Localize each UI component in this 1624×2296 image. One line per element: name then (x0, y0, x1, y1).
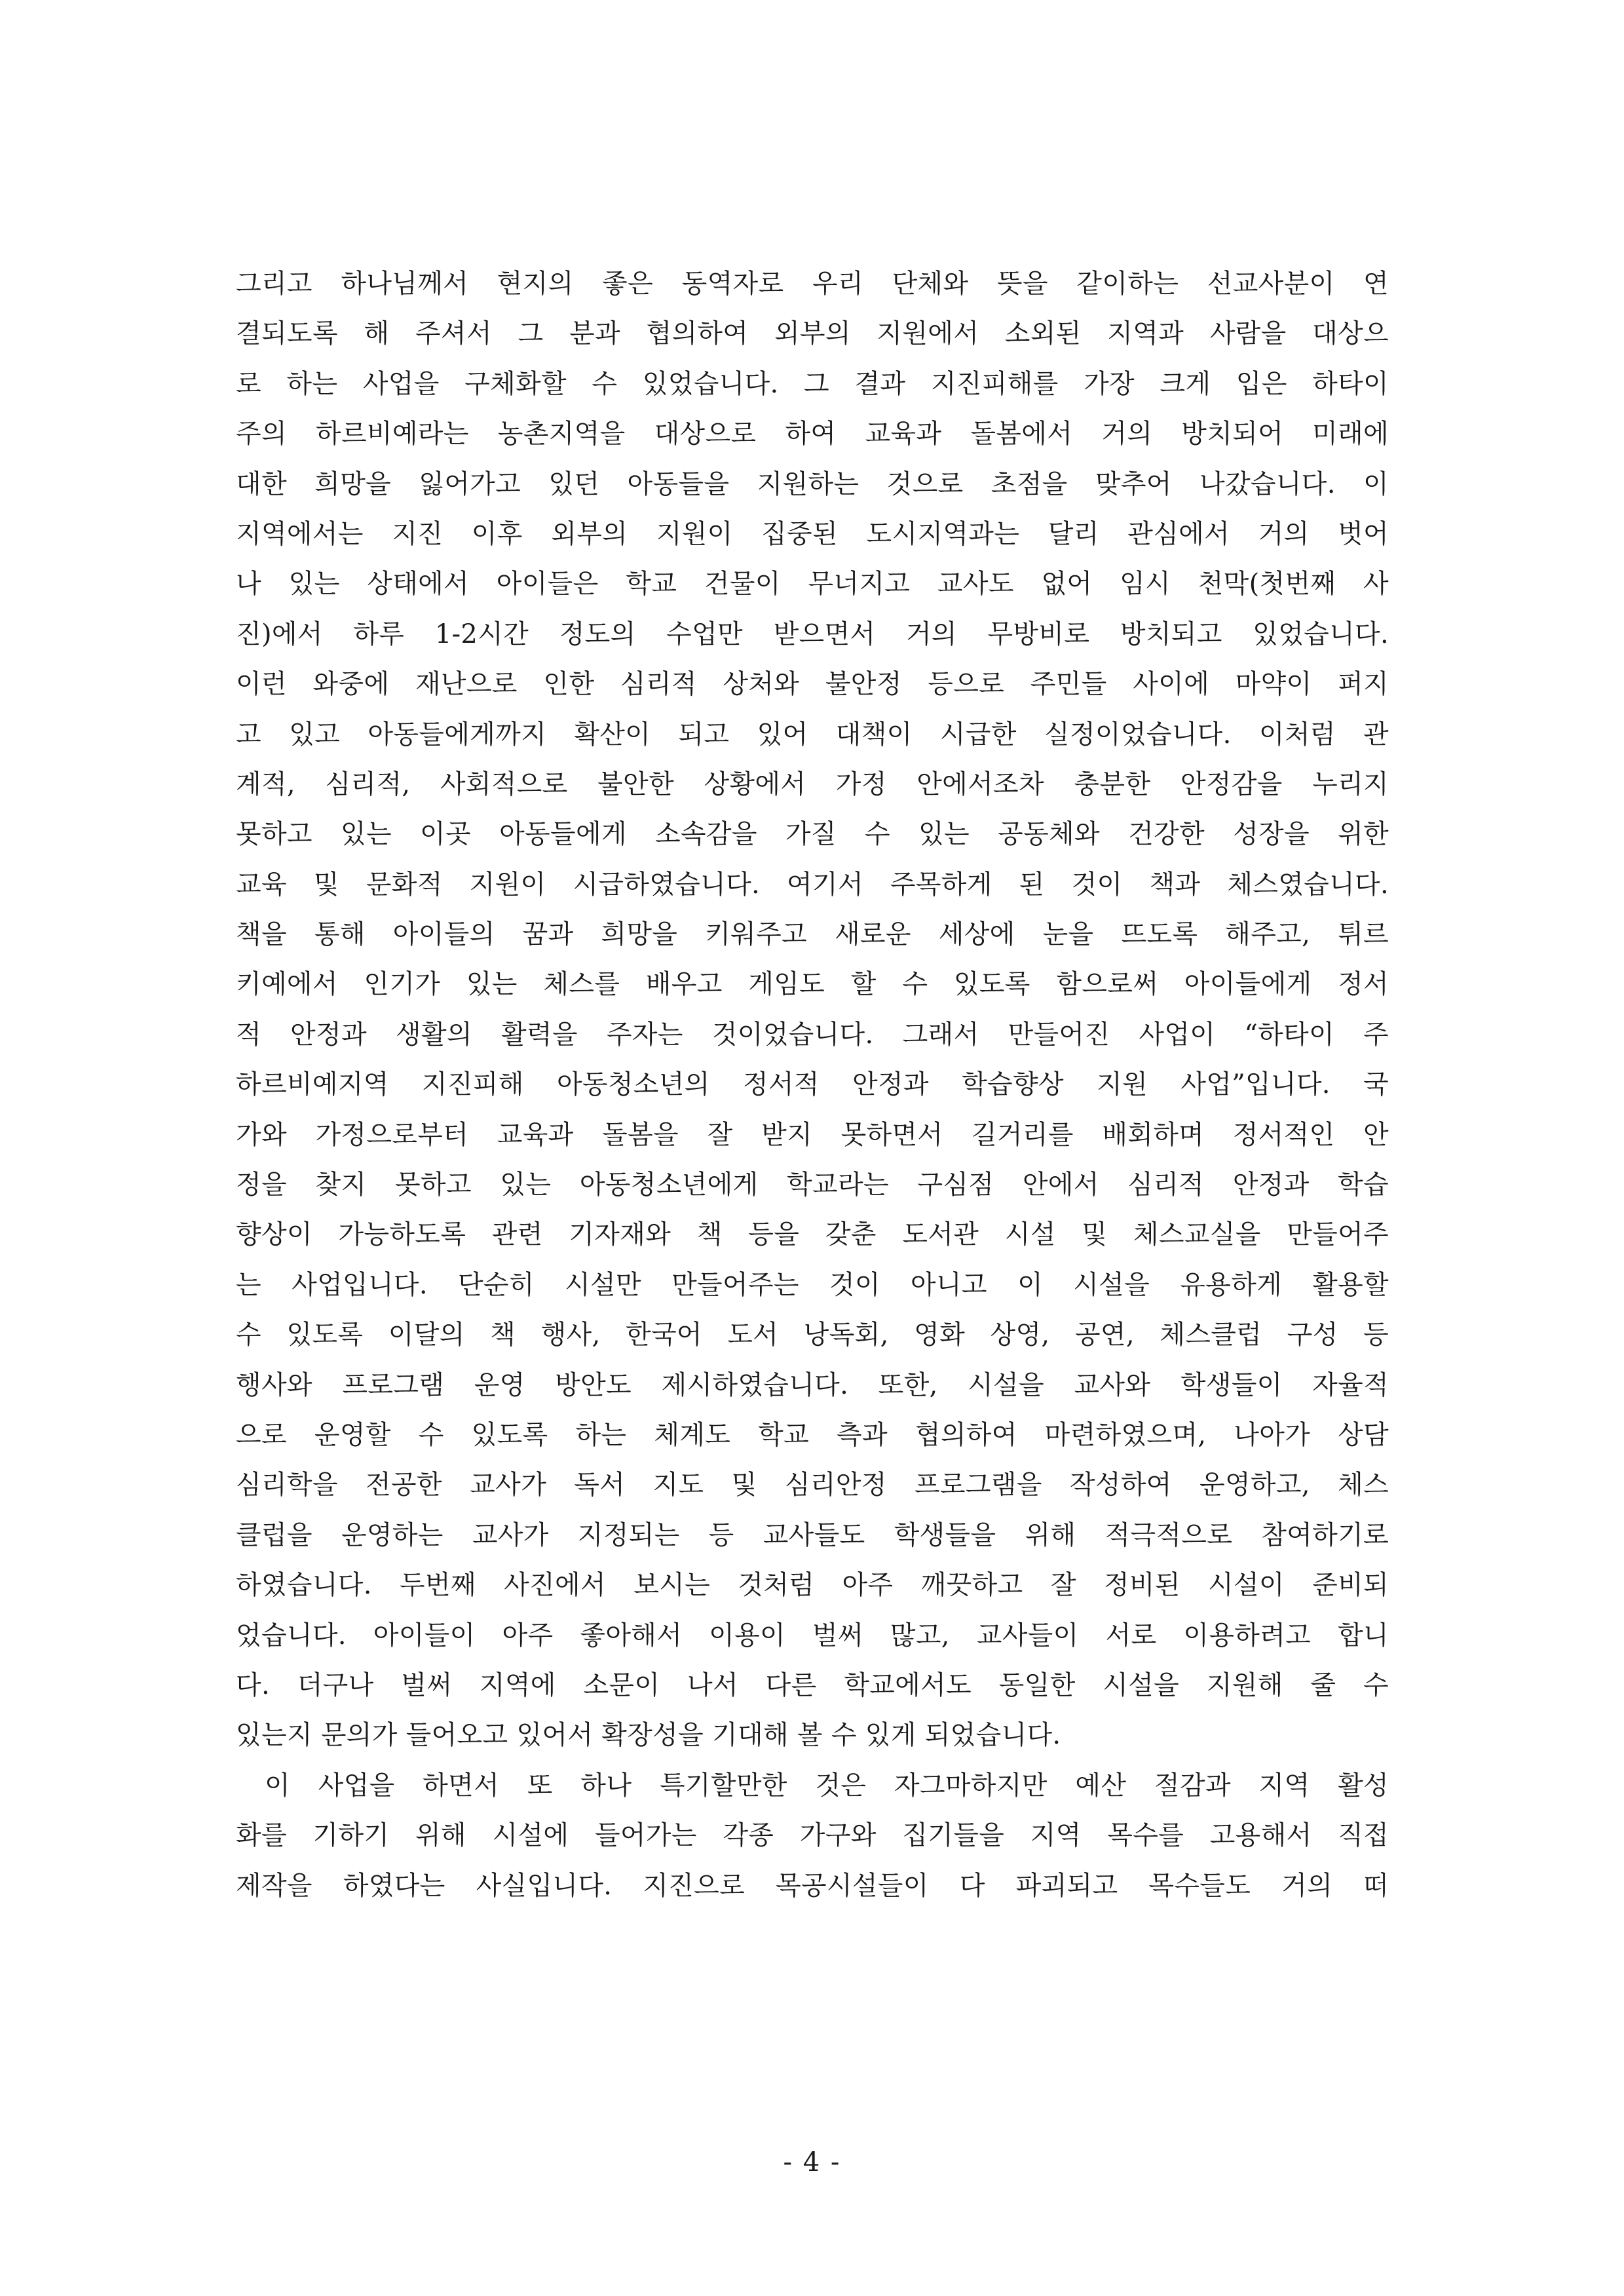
text-line: 었습니다. 아이들이 아주 좋아해서 이용이 벌써 많고, 교사들이 서로 이용하려고 합니 (236, 1620, 1389, 1651)
paragraph-first-line: 이 사업을 하면서 또 하나 특기할만한 것은 자그마하지만 예산 절감과 지역 활성 (265, 1770, 1389, 1801)
text-line: 로 하는 사업을 구체화할 수 있었습니다. 그 결과 지진피해를 가장 크게 입은 하타이 (236, 368, 1389, 399)
text-line: 키예에서 인기가 있는 체스를 배우고 게임도 할 수 있도록 함으로써 아이들에게 정서 (236, 969, 1389, 1000)
text-line: 진)에서 하루 1-2시간 정도의 수업만 받으면서 거의 무방비로 방치되고 있었습니다. (236, 619, 1389, 649)
text-line: 가와 가정으로부터 교육과 돌봄을 잘 받지 못하면서 길거리를 배회하며 정서적인 안 (236, 1119, 1389, 1150)
text-line: 계적, 심리적, 사회적으로 불안한 상황에서 가정 안에서조차 충분한 안정감을 누리지 (236, 769, 1389, 799)
text-line: 고 있고 아동들에게까지 확산이 되고 있어 대책이 시급한 실정이었습니다. 이처럼 관 (236, 719, 1389, 750)
page-number: - 4 - (783, 2147, 841, 2177)
text-line: 으로 운영할 수 있도록 하는 체계도 학교 측과 협의하여 마련하였으며, 나아가 상담 (236, 1419, 1389, 1450)
text-line: 제작을 하였다는 사실입니다. 지진으로 목공시설들이 다 파괴되고 목수들도 거의 떠 (236, 1870, 1389, 1901)
text-line: 나 있는 상태에서 아이들은 학교 건물이 무너지고 교사도 없어 임시 천막(첫번째 사 (236, 569, 1389, 600)
text-line: 정을 찾지 못하고 있는 아동청소년에게 학교라는 구심점 안에서 심리적 안정과 학습 (236, 1170, 1389, 1200)
text-line: 하였습니다. 두번째 사진에서 보시는 것처럼 아주 깨끗하고 잘 정비된 시설이 준비되 (236, 1570, 1389, 1601)
text-line: 주의 하르비예라는 농촌지역을 대상으로 하여 교육과 돌봄에서 거의 방치되어 미래에 (236, 419, 1389, 450)
text-line: 다. 더구나 벌써 지역에 소문이 나서 다른 학교에서도 동일한 시설을 지원해 줄 수 (236, 1670, 1389, 1700)
text-line: 교육 및 문화적 지원이 시급하였습니다. 여기서 주목하게 된 것이 책과 체스였습니다. (236, 869, 1389, 900)
text-line: 클럽을 운영하는 교사가 지정되는 등 교사들도 학생들을 위해 적극적으로 참여하기로 (236, 1520, 1389, 1550)
text-line: 행사와 프로그램 운영 방안도 제시하였습니다. 또한, 시설을 교사와 학생들이 자율적 (236, 1369, 1389, 1400)
text-line: 적 안정과 생활의 활력을 주자는 것이었습니다. 그래서 만들어진 사업이 “하타이 주 (236, 1019, 1389, 1050)
text-line: 지역에서는 지진 이후 외부의 지원이 집중된 도시지역과는 달리 관심에서 거의 벗어 (236, 518, 1389, 549)
text-line: 결되도록 해 주셔서 그 분과 협의하여 외부의 지원에서 소외된 지역과 사람을 대상으 (236, 318, 1389, 349)
text-line: 이런 와중에 재난으로 인한 심리적 상처와 불안정 등으로 주민들 사이에 마약이 퍼지 (236, 669, 1389, 700)
text-line: 수 있도록 이달의 책 행사, 한국어 도서 낭독회, 영화 상영, 공연, 체스클럽 구성 등 (236, 1320, 1389, 1350)
text-line: 향상이 가능하도록 관련 기자재와 책 등을 갖춘 도서관 시설 및 체스교실을 만들어주 (236, 1219, 1389, 1250)
body-text (236, 259, 1389, 1911)
text-line: 화를 기하기 위해 시설에 들어가는 각종 가구와 집기들을 지역 목수를 고용해서 직접 (236, 1820, 1389, 1851)
text-line: 심리학을 전공한 교사가 독서 지도 및 심리안정 프로그램을 작성하여 운영하고, 체스 (236, 1470, 1389, 1501)
text-line: 그리고 하나님께서 현지의 좋은 동역자로 우리 단체와 뜻을 같이하는 선교사분이 연 (236, 269, 1389, 299)
text-line: 대한 희망을 잃어가고 있던 아동들을 지원하는 것으로 초점을 맞추어 나갔습니다. 이 (236, 469, 1389, 499)
text-line: 못하고 있는 이곳 아동들에게 소속감을 가질 수 있는 공동체와 건강한 성장을 위한 (236, 819, 1389, 850)
text-line: 있는지 문의가 들어오고 있어서 확장성을 기대해 볼 수 있게 되었습니다. (236, 1720, 1061, 1751)
text-line: 는 사업입니다. 단순히 시설만 만들어주는 것이 아니고 이 시설을 유용하게 활용할 (236, 1269, 1389, 1300)
text-line: 책을 통해 아이들의 꿈과 희망을 키워주고 새로운 세상에 눈을 뜨도록 해주고, 튀르 (236, 919, 1389, 950)
text-line: 하르비예지역 지진피해 아동청소년의 정서적 안정과 학습향상 지원 사업”입니다. 국 (236, 1069, 1389, 1100)
